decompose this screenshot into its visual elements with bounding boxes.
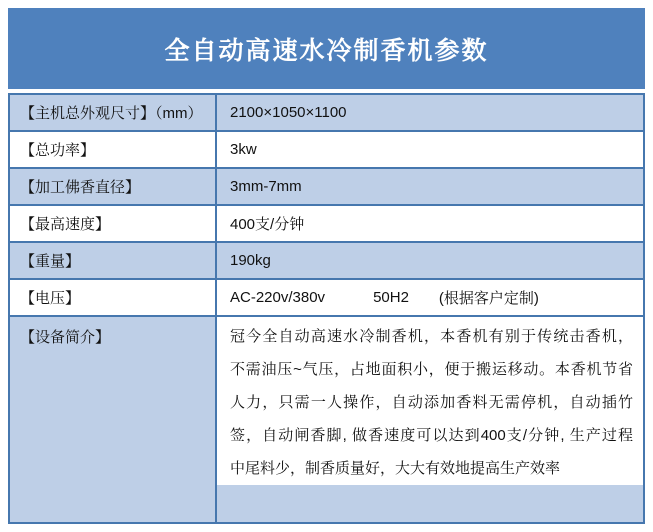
param-label-device-intro: 【设备简介】: [10, 317, 217, 485]
param-value: 3mm-7mm: [230, 178, 302, 195]
param-value-part: AC-220v/380v: [230, 289, 326, 306]
device-intro-row: [10, 317, 643, 485]
page-title: 全自动高速水冷制香机参数: [164, 36, 489, 65]
param-row: [10, 169, 643, 206]
param-value: 400支/分钟: [230, 216, 305, 233]
intro-line: 签，自动闸香脚, 做香速度可以达到400支/分钟, 生产过程: [230, 427, 633, 444]
param-label: 【电压】: [10, 280, 217, 315]
param-value: 190kg: [230, 252, 271, 269]
parameter-table: [8, 93, 645, 524]
empty-bottom-value-cell: [217, 485, 643, 522]
intro-line: 不需油压~气压，占地面积小，便于搬运移动。本香机节省: [230, 361, 633, 378]
param-value-part: (根据客户定制): [438, 290, 539, 307]
param-value: [217, 280, 643, 315]
param-row: [10, 95, 643, 132]
param-label: 【重量】: [10, 243, 217, 278]
param-value-part: 50H2: [373, 289, 409, 306]
param-row: [10, 243, 643, 280]
param-label: 【加工佛香直径】: [10, 169, 217, 204]
param-row: [10, 280, 643, 317]
param-label: 【最高速度】: [10, 206, 217, 241]
empty-bottom-label-cell: [10, 485, 217, 522]
table-title-bar: [8, 8, 645, 89]
intro-line: 人力，只需一人操作，自动添加香料无需停机，自动插竹: [230, 394, 633, 411]
empty-bottom-row: [10, 485, 643, 522]
param-value: 3kw: [230, 141, 257, 158]
device-intro-text: [217, 317, 643, 485]
param-label: 【总功率】: [10, 132, 217, 167]
parameter-rows: [10, 95, 643, 317]
param-label: 【主机总外观尺寸】（mm）: [10, 95, 217, 130]
intro-line: 中尾料少，制香质量好，大大有效地提高生产效率: [230, 460, 561, 477]
param-value: 2100×1050×1100: [230, 104, 347, 121]
param-row: [10, 132, 643, 169]
param-row: [10, 206, 643, 243]
intro-line: 冠今全自动高速水冷制香机，本香机有别于传统击香机，: [230, 328, 633, 345]
